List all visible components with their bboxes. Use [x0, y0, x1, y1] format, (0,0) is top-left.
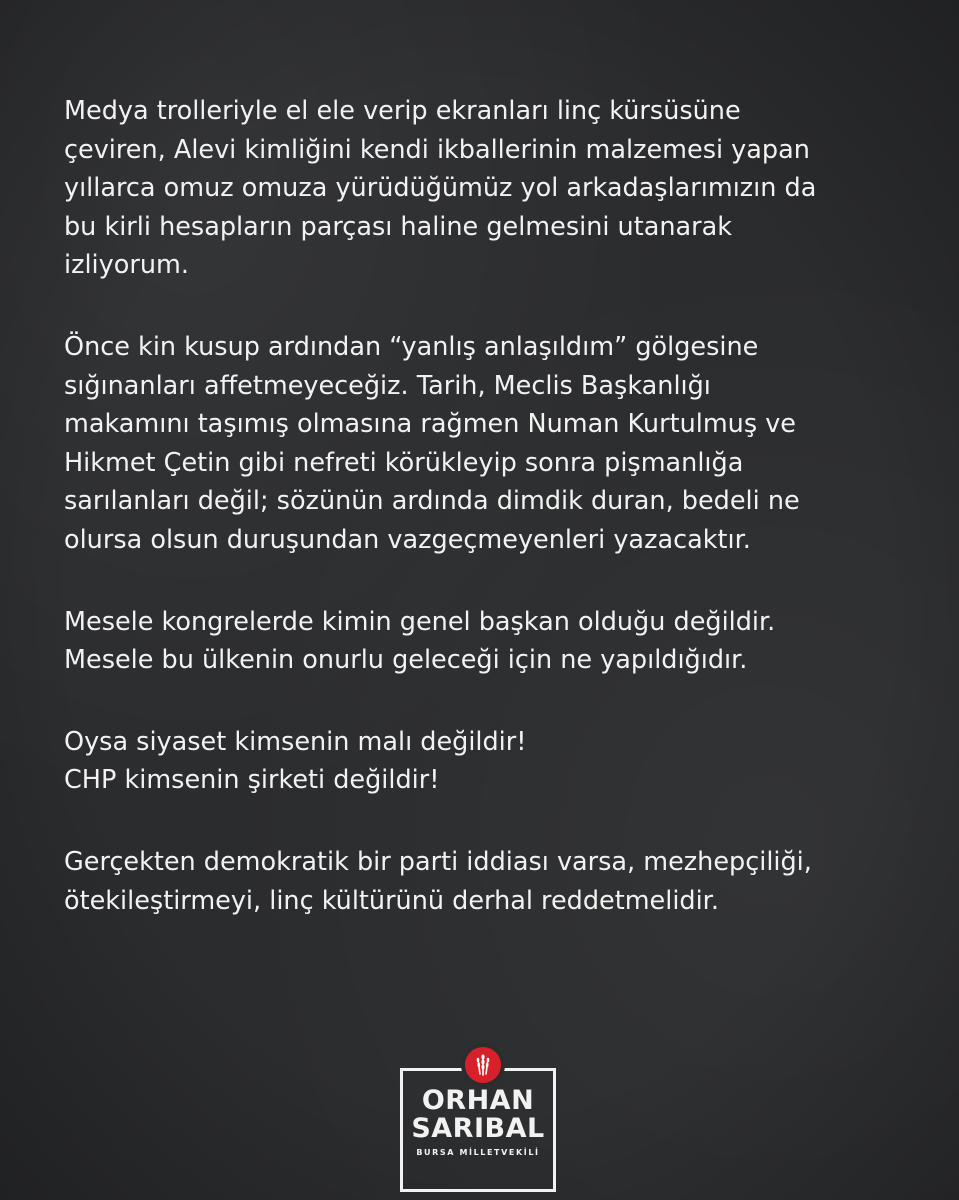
- text-line: yıllarca omuz omuza yürüdüğümüz yol arkadaşlarımızın da: [64, 173, 817, 204]
- text-line: sarılanları değil; sözünün ardında dimdik duran, bedeli ne: [64, 486, 800, 517]
- logo-subtitle: BURSA MİLLETVEKİLİ: [416, 1148, 540, 1157]
- text-line: Medya trolleriyle el ele verip ekranları linç kürsüsüne: [64, 96, 741, 126]
- wheat-icon: [461, 1043, 505, 1087]
- text-line: Mesele kongrelerde kimin genel başkan olduğu değildir.: [64, 606, 776, 637]
- orhan-saribal-logo: [400, 1040, 560, 1155]
- text-line: olursa olsun duruşundan vazgeçmeyenleri yazacaktır.: [64, 524, 751, 555]
- text-line: makamını taşımış olmasına rağmen Numan Kurtulmuş ve: [64, 409, 796, 440]
- paragraph-1: [64, 92, 924, 285]
- text-line: Mesele bu ülkenin onurlu geleceği için ne yapıldığıdır.: [64, 645, 748, 676]
- text-line: sığınanları affetmeyeceğiz. Tarih, Meclis Başkanlığı: [64, 370, 711, 401]
- logo-name-first: ORHAN: [421, 1085, 535, 1116]
- text-line: Önce kin kusup ardından “yanlış anlaşıldım” gölgesine: [64, 331, 759, 362]
- text-line: Hikmet Çetin gibi nefreti körükleyip sonra pişmanlığa: [64, 447, 744, 478]
- paragraph-2: [64, 328, 924, 560]
- statement-text: [64, 92, 924, 963]
- text-line: çeviren, Alevi kimliğini kendi ikballerinin malzemesi yapan: [64, 134, 810, 165]
- paragraph-4: [64, 723, 924, 800]
- text-line: izliyorum.: [64, 250, 189, 281]
- logo-name-last: SARIBAL: [411, 1113, 545, 1144]
- text-line: ötekileştirmeyi, linç kültürünü derhal reddetmelidir.: [64, 885, 719, 916]
- paragraph-5: [64, 843, 924, 920]
- paragraph-3: [64, 603, 924, 680]
- text-line: Gerçekten demokratik bir parti iddiası varsa, mezhepçiliği,: [64, 846, 812, 877]
- text-line: Oysa siyaset kimsenin malı değildir!: [64, 726, 527, 757]
- text-line: bu kirli hesapların parçası haline gelmesini utanarak: [64, 211, 732, 242]
- text-line: CHP kimsenin şirketi değildir!: [64, 765, 440, 796]
